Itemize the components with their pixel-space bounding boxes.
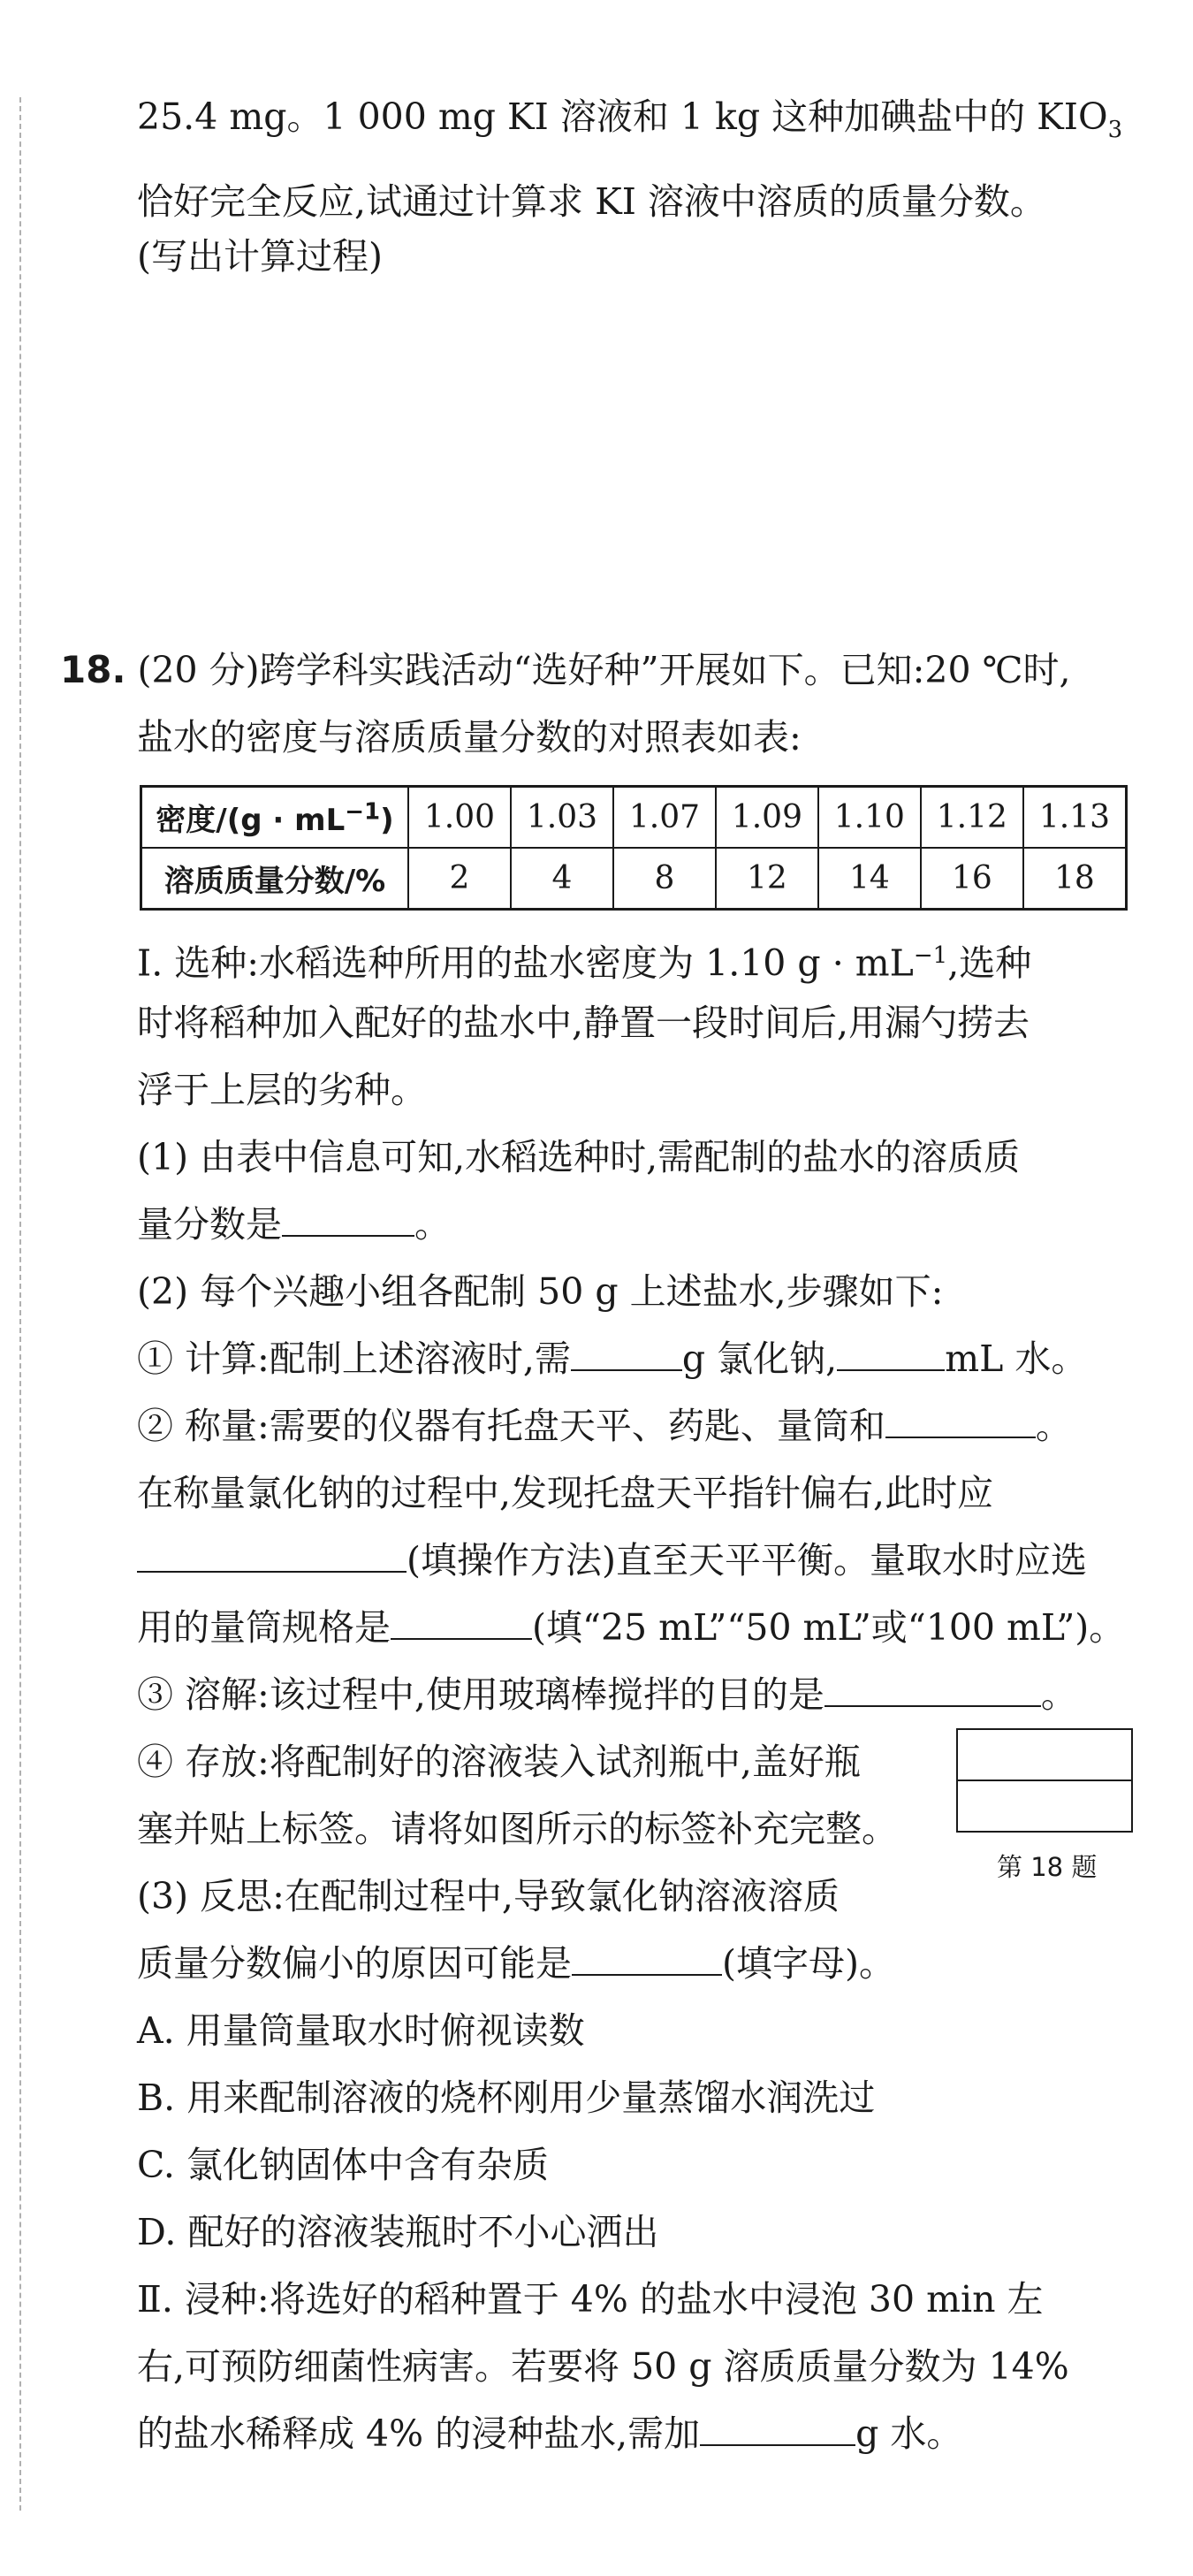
step2-line4-text-a: 用的量筒规格是 xyxy=(137,1606,391,1649)
sub1-line-1: (1) 由表中信息可知,水稻选种时,需配制的盐水的溶质质 xyxy=(137,1136,1021,1178)
answer-blank-water-added[interactable] xyxy=(700,2409,855,2446)
density-header-sup: −1 xyxy=(345,798,381,826)
answer-blank-instrument[interactable] xyxy=(885,1401,1036,1438)
sub1-text: 量分数是 xyxy=(137,1203,282,1246)
page-margin-dashed-line xyxy=(19,97,21,2511)
step1-line xyxy=(137,1334,1087,1383)
step2-line-1 xyxy=(137,1401,1072,1451)
step1-text-b: g 氯化钠, xyxy=(681,1338,838,1380)
answer-blank-operation[interactable] xyxy=(137,1536,407,1573)
density-cell: 1.07 xyxy=(613,787,716,849)
answer-blank-stir-purpose[interactable] xyxy=(824,1670,1041,1707)
step4-line-1: ④ 存放:将配制好的溶液装入试剂瓶中,盖好瓶 xyxy=(137,1741,861,1783)
answer-blank-water-volume[interactable] xyxy=(837,1334,945,1371)
question-18-intro-line-1 xyxy=(60,645,1070,695)
question-18-intro-line-2: 盐水的密度与溶质质量分数的对照表如表: xyxy=(137,716,802,758)
sub2-line-1: (2) 每个兴趣小组各配制 50 g 上述盐水,步骤如下: xyxy=(137,1270,944,1313)
fraction-cell: 18 xyxy=(1023,848,1127,910)
step3-end: 。 xyxy=(1040,1673,1077,1716)
kio3-subscript: 3 xyxy=(1107,117,1123,144)
density-cell: 1.09 xyxy=(716,787,818,849)
part1-line-2: 时将稻种加入配好的盐水中,静置一段时间后,用漏勺捞去 xyxy=(137,1002,1030,1044)
reagent-label-box[interactable] xyxy=(956,1728,1133,1833)
fraction-cell: 14 xyxy=(818,848,921,910)
step1-text-c: mL 水。 xyxy=(945,1338,1088,1380)
option-b: B. 用来配制溶液的烧杯刚用少量蒸馏水润洗过 xyxy=(137,2077,876,2119)
fraction-cell: 4 xyxy=(511,848,613,910)
option-d: D. 配好的溶液装瓶时不小心洒出 xyxy=(137,2211,659,2253)
prev-question-line-3: (写出计算过程) xyxy=(137,235,383,278)
density-cell: 1.12 xyxy=(921,787,1023,849)
density-cell: 1.13 xyxy=(1023,787,1127,849)
density-cell: 1.03 xyxy=(511,787,613,849)
density-header xyxy=(141,787,409,849)
figure-caption: 第 18 题 xyxy=(997,1852,1098,1882)
part1-text-a: Ⅰ. 选种:水稻选种所用的盐水密度为 1.10 g · mL xyxy=(137,941,914,985)
answer-blank-reason[interactable] xyxy=(572,1939,722,1976)
step1-text-a: ① 计算:配制上述溶液时,需 xyxy=(137,1338,571,1380)
fraction-cell: 2 xyxy=(408,848,511,910)
part2-text-b: g 水。 xyxy=(855,2412,963,2455)
prev-question-line-1 xyxy=(137,92,1122,155)
part1-text-b: ,选种 xyxy=(947,941,1032,985)
part2-line-1: Ⅱ. 浸种:将选好的稻种置于 4% 的盐水中浸泡 30 min 左 xyxy=(137,2278,1044,2321)
option-c: C. 氯化钠固体中含有杂质 xyxy=(137,2144,549,2186)
part1-line-1 xyxy=(137,931,1031,988)
step4-line-2: 塞并贴上标签。请将如图所示的标签补充完整。 xyxy=(137,1808,898,1850)
density-cell: 1.10 xyxy=(818,787,921,849)
part2-text-a: 的盐水稀释成 4% 的浸种盐水,需加 xyxy=(137,2412,701,2455)
fraction-cell: 8 xyxy=(613,848,716,910)
part1-line-3: 浮于上层的劣种。 xyxy=(137,1069,427,1111)
density-table xyxy=(140,785,1128,911)
density-row xyxy=(141,787,1127,849)
sub3-text-b: (填字母)。 xyxy=(722,1942,895,1985)
answer-blank-nacl-mass[interactable] xyxy=(571,1334,682,1371)
step2-line-2: 在称量氯化钠的过程中,发现托盘天平指针偏右,此时应 xyxy=(137,1472,994,1514)
step2-line3-text: (填操作方法)直至天平平衡。量取水时应选 xyxy=(407,1539,1087,1581)
step2-line-4 xyxy=(137,1603,1125,1652)
step2-text-a: ② 称量:需要的仪器有托盘天平、药匙、量筒和 xyxy=(137,1405,885,1447)
fraction-header: 溶质质量分数/% xyxy=(141,848,409,910)
step2-end: 。 xyxy=(1035,1405,1072,1447)
sub1-line-2 xyxy=(137,1200,451,1249)
step2-line-3 xyxy=(137,1536,1087,1585)
label-divider xyxy=(958,1780,1131,1781)
step3-line xyxy=(137,1670,1077,1719)
intro1-text: (20 分)跨学科实践活动“选好种”开展如下。已知:20 ℃时, xyxy=(137,649,1071,691)
answer-blank-mass-fraction[interactable] xyxy=(282,1200,414,1237)
density-cell: 1.00 xyxy=(408,787,511,849)
step2-line4-text-b: (填“25 mL”“50 mL”或“100 mL”)。 xyxy=(532,1606,1126,1649)
fraction-cell: 12 xyxy=(716,848,818,910)
question-number: 18. xyxy=(60,648,126,691)
sub3-line-2 xyxy=(137,1939,895,1988)
prev-line1-text: 25.4 mg。1 000 mg KI 溶液和 1 kg 这种加碘盐中的 KIO xyxy=(137,95,1108,138)
sub1-end: 。 xyxy=(414,1203,451,1246)
fraction-cell: 16 xyxy=(921,848,1023,910)
density-header-text: 密度/(g · mL xyxy=(156,803,346,838)
prev-question-line-2: 恰好完全反应,试通过计算求 KI 溶液中溶质的质量分数。 xyxy=(137,180,1046,223)
answer-blank-cylinder[interactable] xyxy=(391,1603,532,1640)
fraction-row xyxy=(141,848,1127,910)
part2-line-2: 右,可预防细菌性病害。若要将 50 g 溶质质量分数为 14% xyxy=(137,2345,1069,2388)
step3-text: ③ 溶解:该过程中,使用玻璃棒搅拌的目的是 xyxy=(137,1673,824,1716)
sub3-line-1: (3) 反思:在配制过程中,导致氯化钠溶液溶质 xyxy=(137,1875,840,1917)
part1-sup: −1 xyxy=(913,942,948,969)
density-header-close: ) xyxy=(380,803,394,838)
part2-line-3 xyxy=(137,2409,962,2458)
option-a: A. 用量筒量取水时俯视读数 xyxy=(137,2009,585,2052)
sub3-text-a: 质量分数偏小的原因可能是 xyxy=(137,1942,572,1985)
